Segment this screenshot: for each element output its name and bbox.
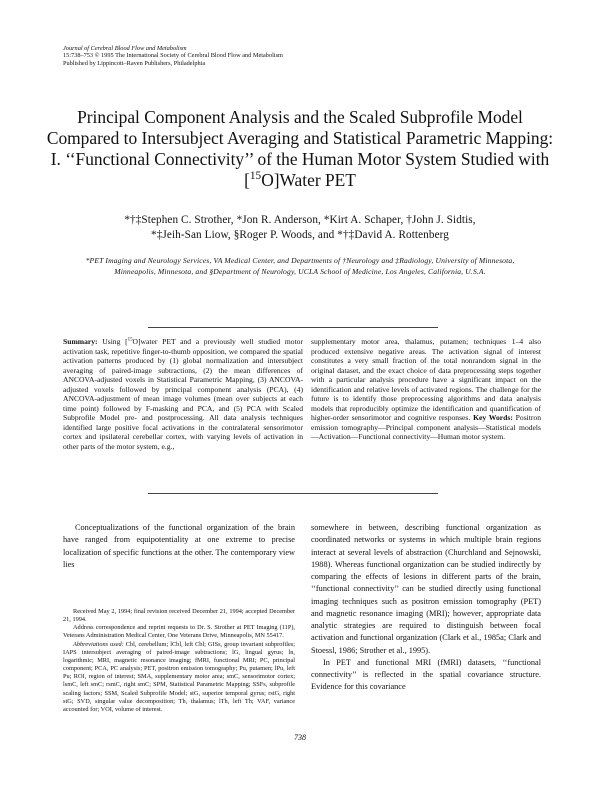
keywords-label: Key Words: (473, 413, 513, 423)
journal-header (63, 45, 283, 67)
author-list (40, 213, 560, 243)
abstract-top-rule (148, 327, 438, 328)
abstract-isotope: 15 (127, 337, 133, 343)
body-paragraph-intro: Conceptualizations of the functional organization of the brain have ranged from equipotentiality at one extreme to precise localization of specific functions at the other. The contemporary view lies (63, 523, 295, 569)
paper-title (40, 107, 560, 191)
abstract-left-column (63, 337, 303, 452)
authors-line-2: *‡Jeih-San Liow, §Roger P. Woods, and *†‡David A. Rottenberg (151, 229, 449, 241)
journal-name: Journal of Cerebral Blood Flow and Metabolism (63, 45, 187, 52)
title-text: Principal Component Analysis and the Scaled Subprofile Model Compared to Intersubject Averaging and Statistical Parametric Mapping: I. ‘‘Functional Connectivity’’ of the Human Motor System Studied with [ (46, 107, 554, 190)
body-paragraph-pet: In PET and functional MRI (fMRI) datasets, ‘‘functional connectivity’’ is reflected in the spatial covariance structure. Evidence for this covariance (311, 657, 541, 692)
body-paragraph-continued: somewhere in between, describing functional organization as coordinated networks or systems in which multiple brain regions interact at several levels of abstraction (Churchland and Sejnowski, 1988). Whereas functional organization can be studied indirectly by comparing the effects of lesions in different parts of the brain, ‘‘functional connectivity’’ can be studied directly using functional imaging techniques such as positron emission tomography (PET) and magnetic resonance imaging (MRI); however, appropriate data analytic strategies are required to distinguish between focal activation and functional organization (Clark et al., 1985a; Clark and Stoessl, 1986; Strother et al., 1995). (311, 523, 541, 655)
journal-publisher: Published by Lippincott–Raven Publishers, Philadelphia (63, 59, 206, 67)
journal-citation: 15:738–753 © 1995 The International Society of Cerebral Blood Flow and Metabolism (63, 52, 283, 60)
keywords-text: Positron emission tomography—Principal component analysis—Statistical models—Activation—Functional connectivity—Human motor system. (311, 413, 541, 442)
abstract-right-column (311, 337, 541, 442)
abstract-bottom-rule (148, 493, 438, 494)
received-note: Received May 2, 1994; final revision received December 21, 1994; accepted December 21, 1994. (63, 608, 295, 624)
abstract-left-a: Using [ (97, 337, 128, 346)
abbreviations-text: Cbl, cerebellum; lCbl, left Cbl; GISs, group invariant subprofiles; IAPS intersubject averaging of paired-image subtractions; lG, lingual gyrus; ln, logarithmic; MRI, magnetic resonance imaging; fMRI, functional MRI; PC, principal component; PCA, PC analysis; PET, positron emission tomography; Pu, putamen; lPu, left Pu; ROI, region of interest; SMA, supplementary motor area; smC, sensorimotor cortex; lsmC, left smC; rsmC, right smC; SPM, Statistical Parametric Mapping; SSFs, subprofile scaling factors; SSM, Scaled Subprofile Model; stG, superior temporal gyrus; rstG, right stG; SVD, singular value decomposition; Th, thalamus; lTh, left Th; VAF, variance accounted for; VOI, volume of interest. (63, 640, 295, 713)
footnotes (63, 608, 295, 714)
abstract-right-text: supplementary motor area, thalamus, putamen; techniques 1–4 also produced extensive negative areas. The activation signal of interest constitutes a very small fraction of the total nonrandom signal in the original dataset, and the exact choice of data preprocessing steps together with a particular analysis procedure have a significant impact on the identification and relative levels of activated regions. The challenge for the future is to identify those preprocessing algorithms and data analysis models that reproducibly optimize the identification and quantification of higher-order sensorimotor and cognitive responses. (311, 337, 541, 423)
abbreviations-label: Abbreviations used: (73, 640, 124, 648)
abbreviations-note (63, 641, 295, 714)
abstract-label: Summary: (63, 337, 98, 346)
page-number: 738 (294, 733, 306, 742)
title-end: O]Water PET (261, 170, 356, 190)
body-left-column (63, 522, 295, 571)
abstract-left-b: O]water PET and a previously well studied motor activation task, repetitive finger-to-thumb opposition, we compared the spatial activation patterns produced by (1) global normalization and intersubject averaging of paired-image subtractions, (2) the mean differences of ANCOVA-adjusted voxels in Statistical Parametric Mapping, (3) ANCOVA-adjusted voxels followed by principal component analysis (PCA), (4) ANCOVA-adjustment of mean image volumes (mean over subjects at each time point) followed by F-masking and PCA, and (5) PCA with Scaled Subprofile Model pre- and postprocessing. All data analysis techniques identified large positive focal activations in the contralateral sensorimotor cortex and ipsilateral cerebellar cortex, with varying levels of activation in other parts of the motor system, e.g., (63, 337, 304, 452)
title-isotope: 15 (249, 170, 262, 183)
address-note: Address correspondence and reprint requests to Dr. S. Strother at PET Imaging (11P), Veterans Administration Medical Center, One Veterans Drive, Minneapolis, MN 55417. (63, 624, 295, 640)
affiliation: *PET Imaging and Neurology Services, VA Medical Center, and Departments of †Neurology and ‡Radiology, University of Minnesota, Minneapolis, Minnesota, and §Department of Neurology, UCLA School of Medicine, Los Angeles, California, U.S.A. (85, 256, 515, 276)
authors-line-1: *†‡Stephen C. Strother, *Jon R. Anderson, *Kirt A. Schaper, †John J. Sidtis, (124, 214, 476, 226)
body-right-column (311, 522, 541, 694)
